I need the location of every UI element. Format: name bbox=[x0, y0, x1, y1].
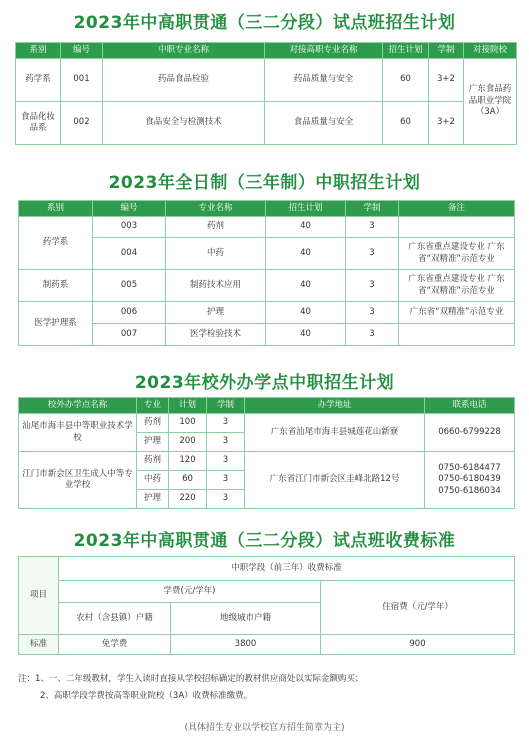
cell: 食品质量与安全 bbox=[265, 102, 383, 145]
cell: 3+2 bbox=[429, 102, 464, 145]
cell: 3 bbox=[346, 324, 399, 346]
cell bbox=[399, 217, 515, 238]
header-cell: 专业 bbox=[137, 398, 169, 414]
cell: 药剂 bbox=[166, 217, 266, 238]
cell: 3 bbox=[346, 238, 399, 270]
cell: 3 bbox=[207, 433, 245, 452]
cell: 3 bbox=[207, 414, 245, 433]
phone-cell: 0660-6799228 bbox=[425, 414, 515, 452]
cell: 3 bbox=[346, 270, 399, 302]
cell: 药学系 bbox=[16, 59, 61, 102]
cell: 护理 bbox=[166, 302, 266, 324]
header-cell: 校外办学点名称 bbox=[19, 398, 137, 414]
cell: 3 bbox=[346, 302, 399, 324]
cell: 广东省重点建设专业 广东省“双精准”示范专业 bbox=[399, 270, 515, 302]
header-cell: 计划 bbox=[169, 398, 207, 414]
phone-line: 0750-6186034 bbox=[438, 485, 501, 496]
cell: 60 bbox=[383, 102, 429, 145]
tuition-label-cell: 学费(元/学年) bbox=[59, 581, 321, 603]
cell: 007 bbox=[93, 324, 166, 346]
cell: 护理 bbox=[137, 490, 169, 509]
urban-label-cell: 地级城市户籍 bbox=[171, 603, 321, 635]
dorm-label-cell: 住宿费（元/学年） bbox=[321, 581, 515, 635]
dept-cell: 药学系 bbox=[19, 217, 93, 270]
header-cell: 招生计划 bbox=[383, 43, 429, 59]
address-cell: 广东省汕尾市海丰县城莲花山新寮 bbox=[245, 414, 425, 452]
header-cell: 系别 bbox=[19, 201, 93, 217]
cell: 食品化妆品系 bbox=[16, 102, 61, 145]
header-cell: 对接院校 bbox=[464, 43, 517, 59]
phone-line: 0750-6184477 bbox=[438, 462, 501, 473]
std-label-cell: 标准 bbox=[19, 635, 59, 655]
header-cell: 学制 bbox=[346, 201, 399, 217]
section1-table bbox=[15, 42, 517, 145]
phone-cell bbox=[425, 452, 515, 509]
dorm-value-cell: 900 bbox=[321, 635, 515, 655]
header-cell: 学制 bbox=[429, 43, 464, 59]
site-name-cell: 汕尾市海丰县中等职业技术学校 bbox=[19, 414, 137, 452]
note-line-2: 2、高职学段学费按高等职业院校（3A）收费标准缴费。 bbox=[40, 691, 253, 701]
cell: 006 bbox=[93, 302, 166, 324]
cell: 60 bbox=[383, 59, 429, 102]
cell: 中药 bbox=[166, 238, 266, 270]
section4-title: 2023年中高职贯通（三二分段）试点班收费标准 bbox=[73, 531, 456, 551]
cell: 3 bbox=[207, 471, 245, 490]
phone-line: 0750-6180439 bbox=[438, 474, 501, 485]
cell: 004 bbox=[93, 238, 166, 270]
urban-value-cell: 3800 bbox=[171, 635, 321, 655]
cell: 3 bbox=[207, 452, 245, 471]
dept-cell: 医学护理系 bbox=[19, 302, 93, 346]
cell: 003 bbox=[93, 217, 166, 238]
cell: 食品安全与检测技术 bbox=[103, 102, 265, 145]
note-line-1: 注：1、一、二年级教材，学生入读时直接从学校招标确定的教材供应商处以实际金额购买； bbox=[18, 674, 364, 684]
cell: 制药技术应用 bbox=[166, 270, 266, 302]
cell: 医学检验技术 bbox=[166, 324, 266, 346]
cell: 40 bbox=[266, 217, 346, 238]
cell: 001 bbox=[61, 59, 103, 102]
cell: 3+2 bbox=[429, 59, 464, 102]
cell: 广东省重点建设专业 广东省“双精准”示范专业 bbox=[399, 238, 515, 270]
cell: 药品食品检验 bbox=[103, 59, 265, 102]
header-cell: 学制 bbox=[207, 398, 245, 414]
partner-cell: 广东食品药品职业学院（3A） bbox=[464, 59, 517, 145]
cell: 40 bbox=[266, 270, 346, 302]
section3-table bbox=[18, 397, 515, 509]
footer-text: (具体招生专业以学校官方招生简章为主) bbox=[184, 723, 345, 733]
cell bbox=[399, 324, 515, 346]
address-cell: 广东省江门市新会区圭峰北路12号 bbox=[245, 452, 425, 509]
section2-table bbox=[18, 200, 515, 346]
header-cell: 办学地址 bbox=[245, 398, 425, 414]
header-cell: 备注 bbox=[399, 201, 515, 217]
cell: 200 bbox=[169, 433, 207, 452]
header-cell: 中职专业名称 bbox=[103, 43, 265, 59]
cell: 3 bbox=[346, 217, 399, 238]
section2-title: 2023年全日制（三年制）中职招生计划 bbox=[108, 173, 421, 193]
cell: 60 bbox=[169, 471, 207, 490]
cell: 220 bbox=[169, 490, 207, 509]
stage-label-cell: 中职学段（前三年）收费标准 bbox=[59, 557, 515, 581]
cell: 药剂 bbox=[137, 414, 169, 433]
cell: 100 bbox=[169, 414, 207, 433]
header-cell: 专业名称 bbox=[166, 201, 266, 217]
header-cell: 对接高职专业名称 bbox=[265, 43, 383, 59]
cell: 40 bbox=[266, 324, 346, 346]
header-cell: 编号 bbox=[61, 43, 103, 59]
rural-label-cell: 农村（含县镇）户籍 bbox=[59, 603, 171, 635]
dept-cell: 制药系 bbox=[19, 270, 93, 302]
section3-title: 2023年校外办学点中职招生计划 bbox=[134, 373, 395, 393]
cell: 药品质量与安全 bbox=[265, 59, 383, 102]
item-label-cell: 项目 bbox=[19, 557, 59, 635]
cell: 40 bbox=[266, 238, 346, 270]
header-cell: 招生计划 bbox=[266, 201, 346, 217]
section1-title: 2023年中高职贯通（三二分段）试点班招生计划 bbox=[73, 13, 456, 33]
cell: 3 bbox=[207, 490, 245, 509]
header-cell: 系别 bbox=[16, 43, 61, 59]
header-cell: 编号 bbox=[93, 201, 166, 217]
cell: 120 bbox=[169, 452, 207, 471]
cell: 中药 bbox=[137, 471, 169, 490]
rural-value-cell: 免学费 bbox=[59, 635, 171, 655]
cell: 40 bbox=[266, 302, 346, 324]
section4-table bbox=[18, 556, 515, 655]
cell: 广东省“双精准”示范专业 bbox=[399, 302, 515, 324]
header-cell: 联系电话 bbox=[425, 398, 515, 414]
site-name-cell: 江门市新会区卫生成人中等专业学校 bbox=[19, 452, 137, 509]
cell: 护理 bbox=[137, 433, 169, 452]
cell: 002 bbox=[61, 102, 103, 145]
cell: 005 bbox=[93, 270, 166, 302]
cell: 药剂 bbox=[137, 452, 169, 471]
